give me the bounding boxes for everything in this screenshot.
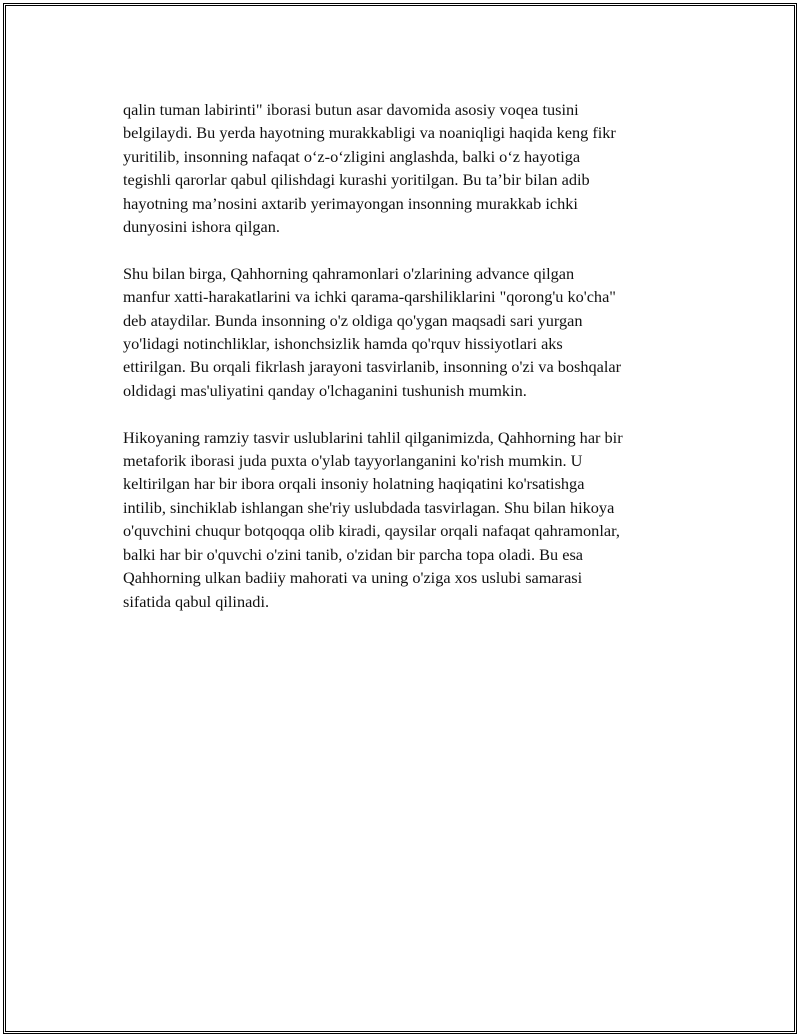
text-line: yuritilib, insonning nafaqat o‘z-o‘zligini anglashda, balki o‘z hayotiga xyxy=(123,146,581,166)
paragraph-2 xyxy=(123,262,698,402)
text-line: qalin tuman labirinti" iborasi butun asar davomida asosiy voqea tusini xyxy=(123,100,579,119)
text-line: deb ataydilar. Bunda insonning o'z oldiga qo'ygan maqsadi sari yurgan xyxy=(123,310,583,330)
text-line: hayotning ma’nosini axtarib yerimayongan insonning murakkab ichki xyxy=(123,193,578,213)
text-line: oldidagi mas'uliyatini qanday o'lchaganini tushunish mumkin. xyxy=(123,380,527,400)
text-line: intilib, sinchiklab ishlangan she'riy uslubdada tasvirlagan. Shu bilan hikoya xyxy=(123,497,615,517)
page-frame xyxy=(3,3,797,1034)
paragraph-1 xyxy=(123,98,698,238)
text-line: o'quvchini chuqur botqoqqa olib kiradi, qaysilar orqali nafaqat qahramonlar, xyxy=(123,521,620,541)
text-line: ettirilgan. Bu orqali fikrlash jarayoni tasvirlanib, insonning o'zi va boshqalar xyxy=(123,357,622,377)
text-line: Shu bilan birga, Qahhorning qahramonlari o'zlarining advance qilgan xyxy=(123,263,575,283)
text-line: yo'lidagi notinchliklar, ishonchsizlik hamda qo'rquv hissiyotlari aks xyxy=(123,334,563,354)
text-line: manfur xatti-harakatlarini va ichki qarama-qarshiliklarini "qorong'u ko'cha" xyxy=(123,287,616,307)
text-line: balki har bir o'quvchi o'zini tanib, o'zidan bir parcha topa oladi. Bu esa xyxy=(123,544,584,564)
text-line: keltirilgan har bir ibora orqali insoniy holatning haqiqatini ko'rsatishga xyxy=(123,474,585,494)
text-line: tegishli qarorlar qabul qilishdagi kurashi yoritilgan. Bu ta’bir bilan adib xyxy=(123,170,590,190)
page-content xyxy=(123,98,698,636)
text-line: Hikoyaning ramziy tasvir uslublarini tahlil qilganimizda, Qahhorning har bir xyxy=(123,427,623,447)
text-line: belgilaydi. Bu yerda hayotning murakkabligi va noaniqligi haqida keng fikr xyxy=(123,123,616,143)
text-line: metaforik iborasi juda puxta o'ylab tayyorlanganini ko'rish mumkin. U xyxy=(123,451,583,471)
paragraph-3 xyxy=(123,426,698,613)
text-line: dunyosini ishora qilgan. xyxy=(123,217,280,237)
text-line: Qahhorning ulkan badiiy mahorati va uning o'ziga xos uslubi samarasi xyxy=(123,568,583,588)
text-line: sifatida qabul qilinadi. xyxy=(123,591,270,611)
